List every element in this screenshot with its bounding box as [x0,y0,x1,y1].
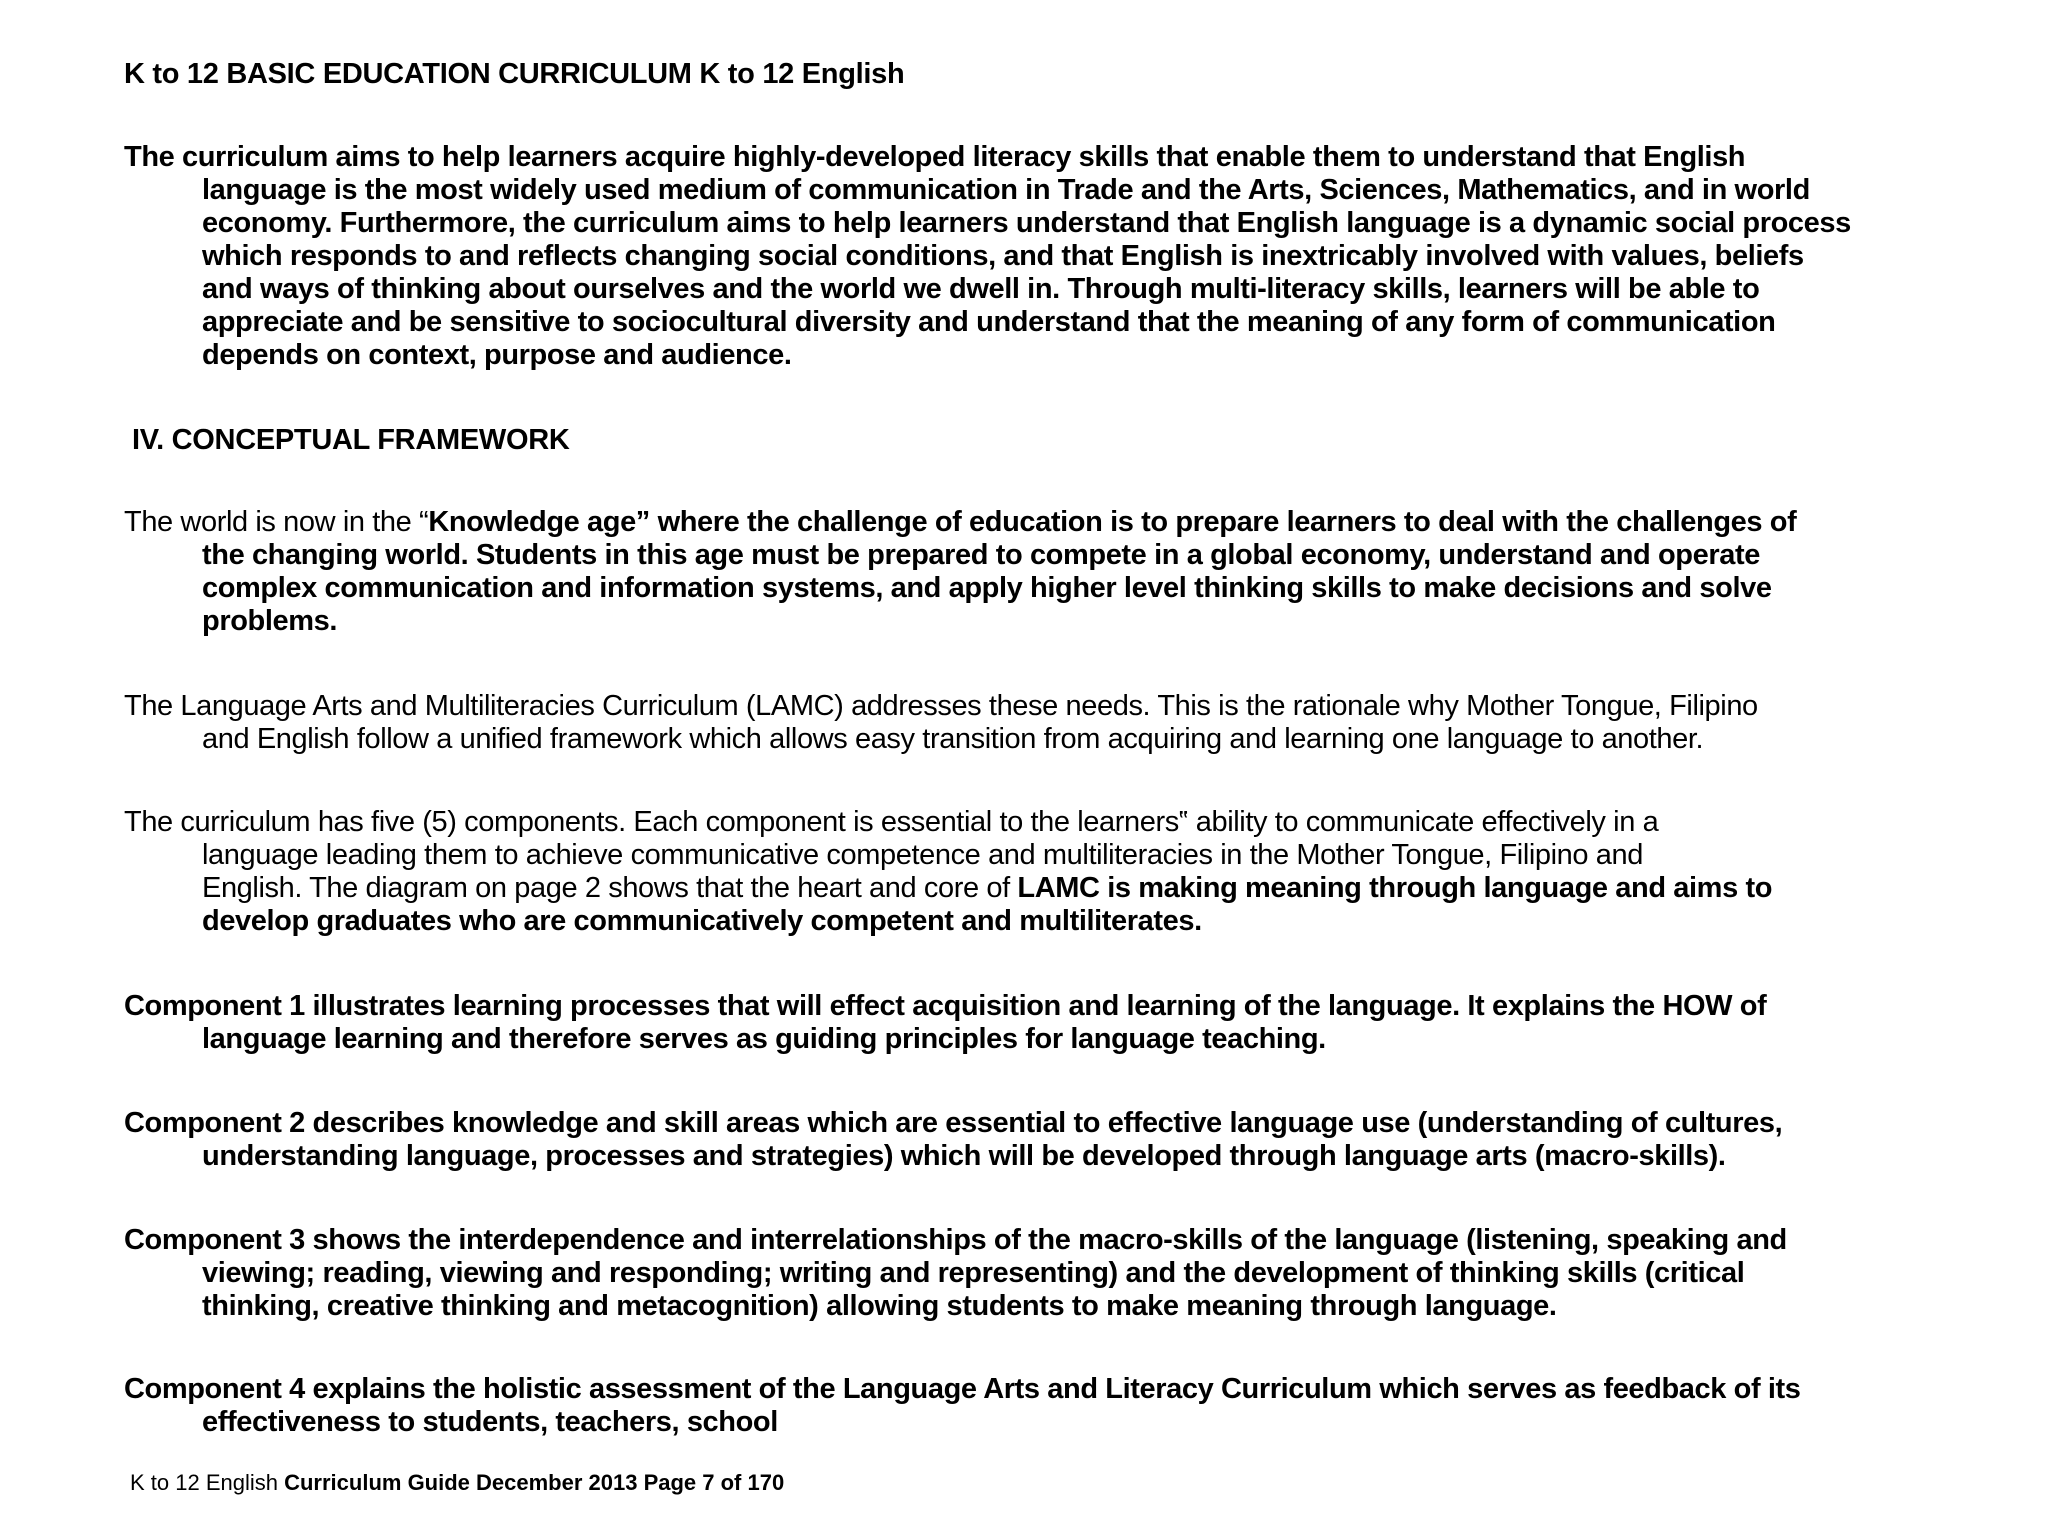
intro-line: and ways of thinking about ourselves and the world we dwell in. Through multi-literacy skills, learners will be able to [202,273,1760,305]
intro-line: economy. Furthermore, the curriculum aims to help learners understand that English language is a dynamic social process [202,207,1851,239]
intro-line: language is the most widely used medium of communication in Trade and the Arts, Sciences, Mathematics, and in world [202,174,1810,206]
document-title: K to 12 BASIC EDUCATION CURRICULUM K to 12 English [124,58,905,90]
paragraph-line: The curriculum has five (5) components. Each component is essential to the learners‟ ability to communicate effectively in a [124,806,1659,838]
intro-line: depends on context, purpose and audience. [202,339,792,371]
paragraph-line: viewing; reading, viewing and responding; writing and representing) and the development of thinking skills (critical [202,1257,1745,1289]
intro-line: appreciate and be sensitive to sociocultural diversity and understand that the meaning of any form of communication [202,306,1776,338]
page-footer [130,1470,784,1496]
paragraph-line: Component 3 shows the interdependence and interrelationships of the macro-skills of the language (listening, speaking and [124,1224,1787,1256]
component-4-paragraph [124,1373,1964,1439]
line-text-normal: English. The diagram on page 2 shows that the heart and core of [202,872,1018,904]
line-text-bold: Knowledge age” where the challenge of education is to prepare learners to deal with the challenges of [428,506,1797,538]
footer-text-normal: K to 12 English [130,1470,285,1495]
paragraph-line: Component 2 describes knowledge and skill areas which are essential to effective language use (understanding of cultures, [124,1107,1783,1139]
paragraph-line: complex communication and information systems, and apply higher level thinking skills to make decisions and solve [202,572,1772,604]
line-text-bold: LAMC is making meaning through language and aims to [1017,872,1773,904]
paragraph-line [124,506,1964,539]
intro-line: The curriculum aims to help learners acquire highly-developed literacy skills that enable them to understand that English [124,141,1746,173]
footer-text-bold: Curriculum Guide December 2013 Page 7 of 170 [284,1470,785,1495]
line-text-normal: The world is now in the “ [124,506,429,538]
paragraph-line: and English follow a unified framework which allows easy transition from acquiring and learning one language to another. [202,723,1704,755]
paragraph-line: language leading them to achieve communicative competence and multiliteracies in the Mother Tongue, Filipino and [202,839,1643,871]
section-heading: IV. CONCEPTUAL FRAMEWORK [132,424,570,456]
paragraph-line: effectiveness to students, teachers, school [202,1406,778,1438]
paragraph-line: language learning and therefore serves as guiding principles for language teaching. [202,1023,1326,1055]
paragraph-line: problems. [202,605,337,637]
components-intro-paragraph [124,806,1964,938]
intro-line: which responds to and reflects changing social conditions, and that English is inextricably involved with values, beliefs [202,240,1804,272]
paragraph-line: develop graduates who are communicatively competent and multiliterates. [202,905,1202,937]
paragraph-line: understanding language, processes and strategies) which will be developed through language arts (macro-skills). [202,1140,1726,1172]
paragraph-line: the changing world. Students in this age must be prepared to compete in a global economy, understand and operate [202,539,1760,571]
component-2-paragraph [124,1107,1964,1173]
component-1-paragraph [124,990,1964,1056]
paragraph-line: thinking, creative thinking and metacognition) allowing students to make meaning through language. [202,1290,1557,1322]
paragraph-line: Component 4 explains the holistic assessment of the Language Arts and Literacy Curriculum which serves as feedback of its [124,1373,1801,1405]
component-3-paragraph [124,1224,1964,1323]
paragraph-line: The Language Arts and Multiliteracies Curriculum (LAMC) addresses these needs. This is the rationale why Mother Tongue, Filipino [124,690,1758,722]
lamc-paragraph [124,690,1964,756]
paragraph-line [124,872,1964,905]
paragraph-line: Component 1 illustrates learning processes that will effect acquisition and learning of the language. It explains the HOW of [124,990,1767,1022]
knowledge-age-paragraph [124,506,1964,638]
intro-paragraph [124,141,1964,372]
